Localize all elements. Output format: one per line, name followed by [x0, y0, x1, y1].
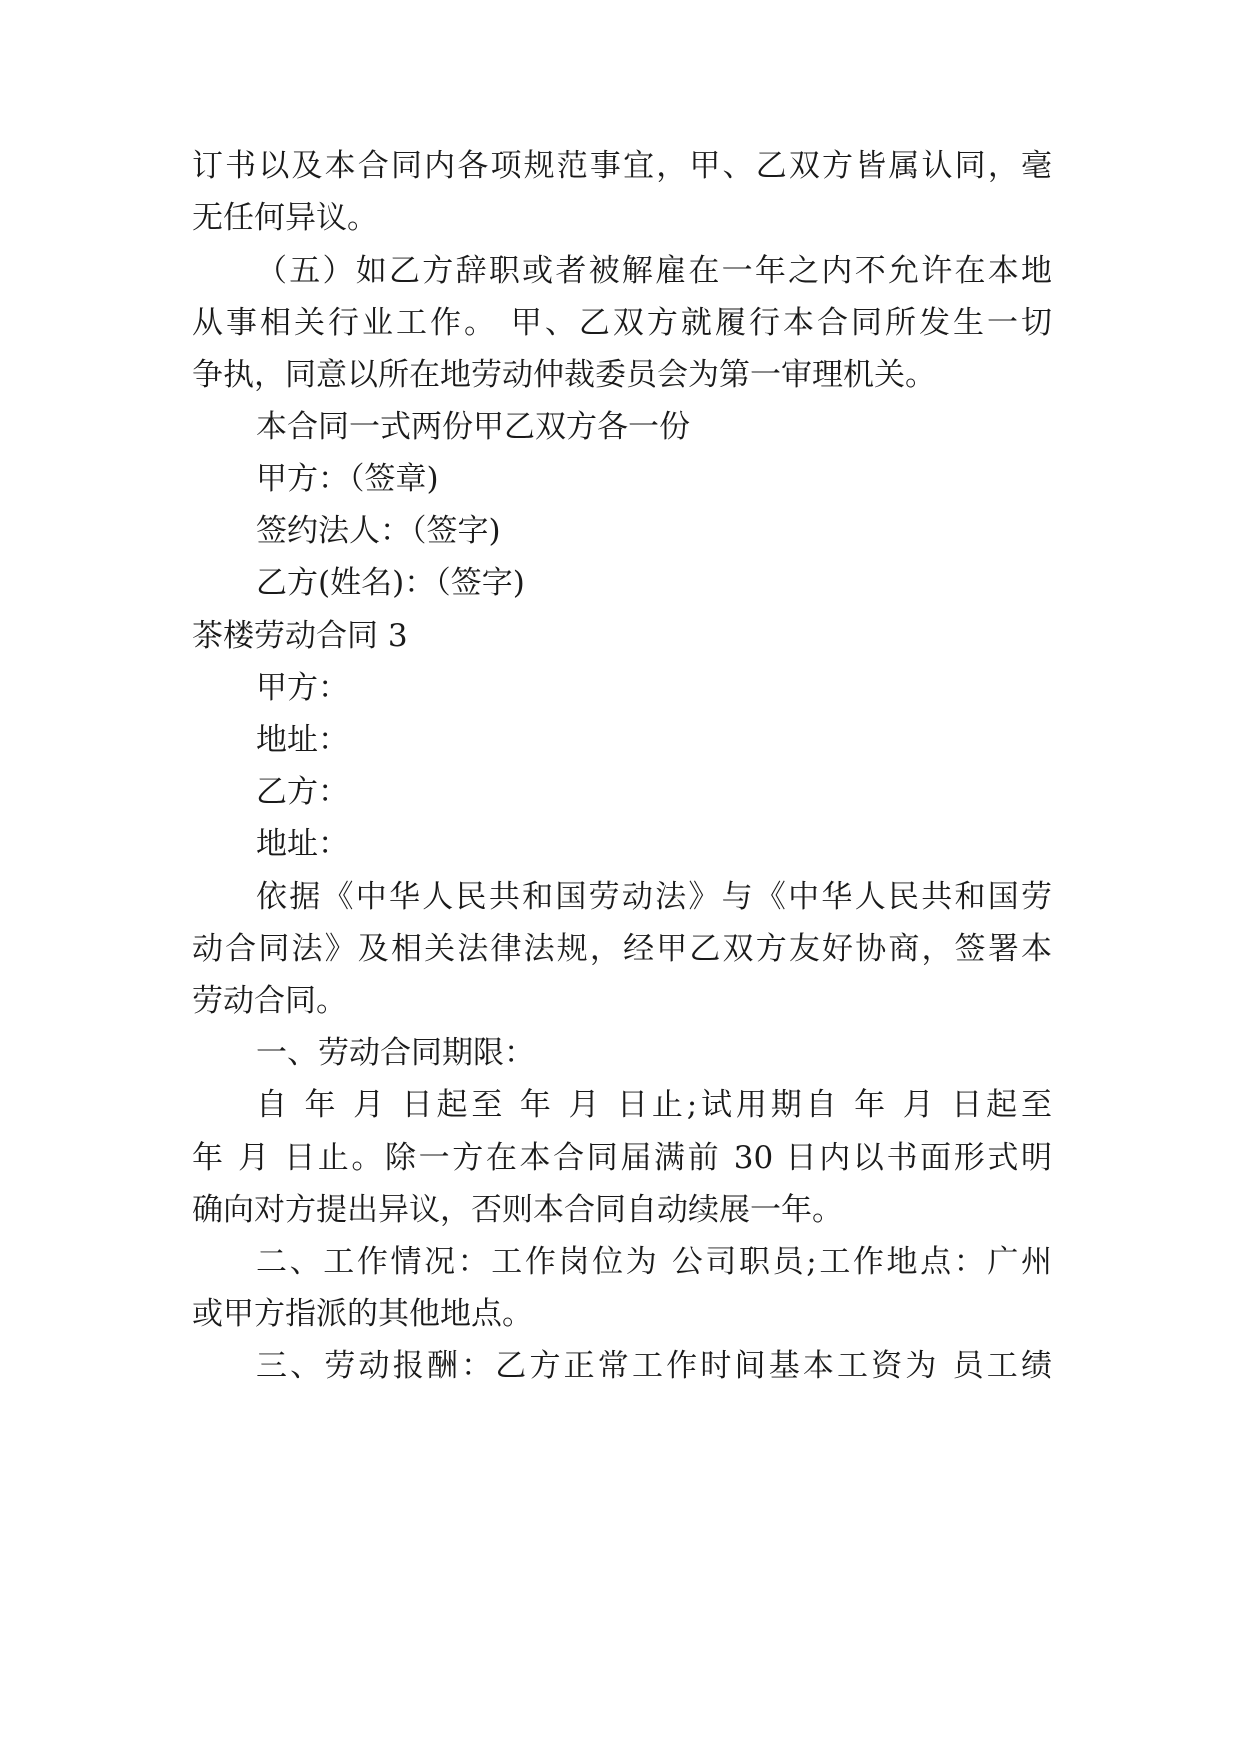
text-line: （五）如乙方辞职或者被解雇在一年之内不允许在本地	[256, 253, 1052, 289]
text-line: 确向对方提出异议，否则本合同自动续展一年。	[192, 1192, 843, 1228]
text-line: 或甲方指派的其他地点。	[192, 1296, 533, 1332]
text-line: 依据《中华人民共和国劳动法》与《中华人民共和国劳	[256, 879, 1052, 915]
text-line: 从事相关行业工作。 甲、乙双方就履行本合同所发生一切	[192, 305, 1052, 341]
text-line: 动合同法》及相关法律法规，经甲乙双方友好协商，签署本	[192, 931, 1052, 967]
text-line: 年 月 日止。除一方在本合同届满前 30 日内以书面形式明	[192, 1140, 1052, 1176]
text-line: 无任何异议。	[192, 200, 378, 236]
text-line: 地址：	[256, 722, 349, 758]
text-line: 自 年 月 日起至 年 月 日止;试用期自 年 月 日起至	[256, 1087, 1052, 1123]
text-line: 订书以及本合同内各项规范事宜，甲、乙双方皆属认同，毫	[192, 148, 1052, 184]
text-line: 地址：	[256, 826, 349, 862]
text-line: 乙方：	[256, 774, 349, 810]
text-line: 二、工作情况：工作岗位为 公司职员;工作地点：广州	[256, 1244, 1052, 1280]
text-line: 争执，同意以所在地劳动仲裁委员会为第一审理机关。	[192, 357, 936, 393]
text-line: 甲方：	[256, 670, 349, 706]
text-line: 一、劳动合同期限：	[256, 1035, 535, 1071]
text-line: 三、劳动报酬：乙方正常工作时间基本工资为 员工绩	[256, 1348, 1052, 1384]
text-line: 签约法人：（签字)	[256, 513, 501, 549]
text-line: 本合同一式两份甲乙双方各一份	[256, 409, 690, 445]
text-line: 甲方：（签章)	[256, 461, 439, 497]
text-line: 乙方(姓名)：（签字)	[256, 565, 525, 601]
section-heading: 茶楼劳动合同 3	[192, 618, 408, 654]
text-line: 劳动合同。	[192, 983, 347, 1019]
